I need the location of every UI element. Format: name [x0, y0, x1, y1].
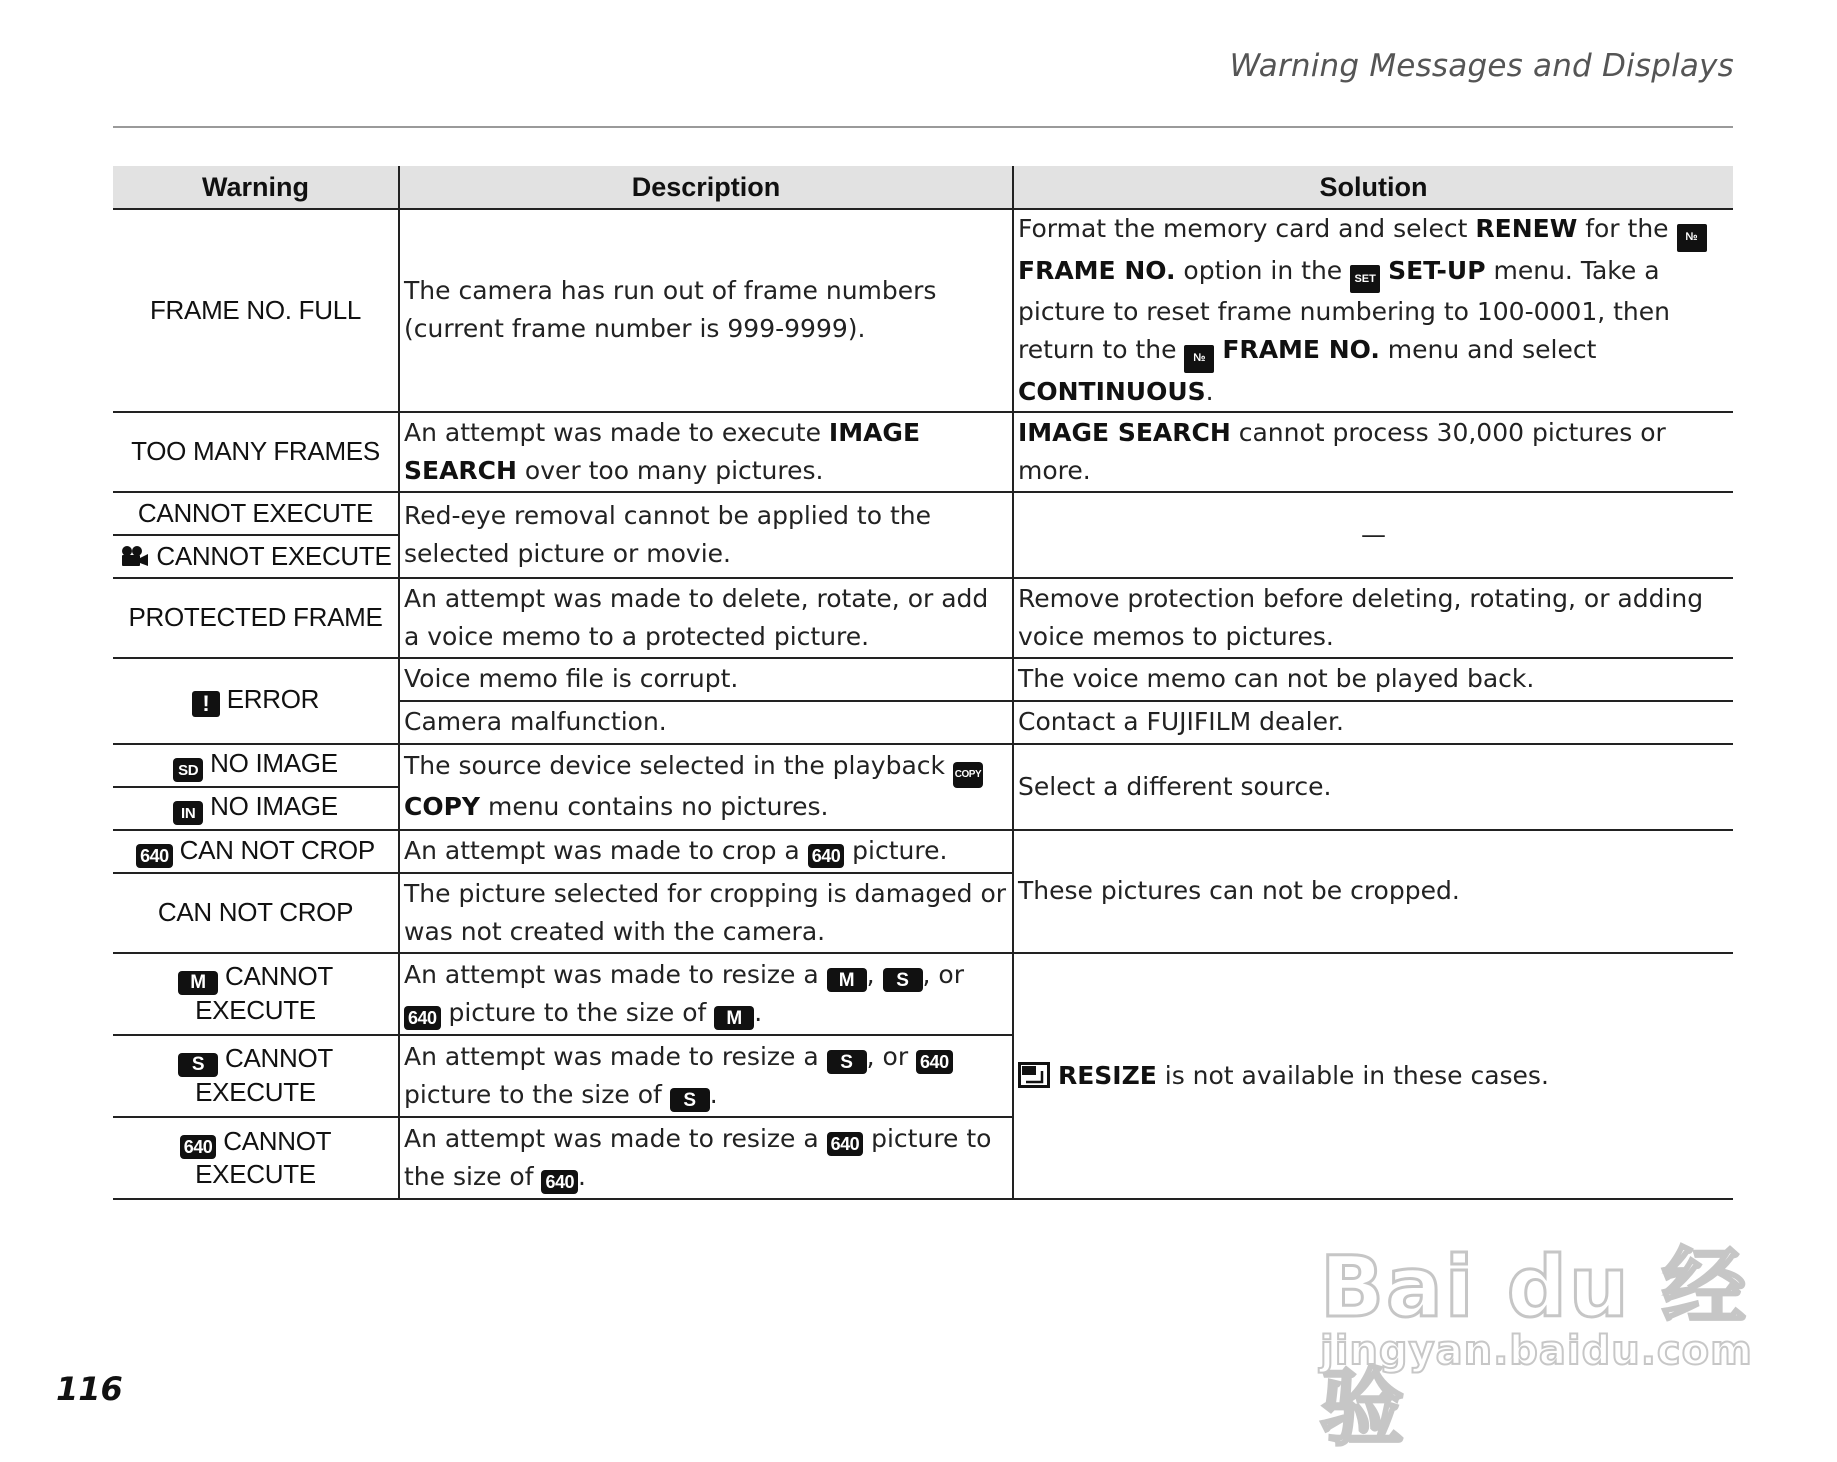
description-cell: The camera has run out of frame numbers (current frame number is 999-9999). — [399, 209, 1013, 412]
table-row — [113, 412, 1733, 492]
size-640-icon: 640 — [827, 1132, 864, 1156]
description-cell: The picture selected for cropping is damaged or was not created with the camera. — [399, 873, 1013, 953]
text-span: . — [1205, 376, 1214, 406]
warning-label: CANNOT EXECUTE — [195, 1125, 332, 1189]
bold-term: RESIZE — [1057, 1060, 1157, 1090]
solution-cell — [1013, 412, 1733, 492]
text-span: picture to the size of — [440, 997, 715, 1027]
warning-label: ERROR — [226, 684, 320, 714]
solution-cell: These pictures can not be cropped. — [1013, 830, 1733, 953]
warning-label: CANNOT EXECUTE — [195, 1043, 333, 1107]
size-640-icon: 640 — [541, 1170, 578, 1194]
solution-cell: Remove protection before deleting, rotating, or adding voice memos to pictures. — [1013, 578, 1733, 658]
text-span: menu and select — [1379, 335, 1597, 364]
warning-label: CANNOT EXECUTE — [195, 961, 333, 1025]
warning-cell: CANNOT EXECUTE — [113, 492, 399, 535]
description-cell — [399, 1117, 1013, 1199]
text-span: An attempt was made to execute — [404, 417, 829, 447]
size-m-icon: M — [714, 1006, 754, 1030]
table-header-row — [113, 166, 1733, 209]
size-640-icon: 640 — [136, 844, 173, 868]
text-span: is not available in these cases. — [1156, 1060, 1549, 1090]
warning-label: CAN NOT CROP — [179, 834, 375, 865]
warning-cell — [113, 1035, 399, 1117]
description-cell — [399, 744, 1013, 830]
bold-term: CONTINUOUS — [1018, 376, 1206, 406]
table-row — [113, 578, 1733, 658]
description-cell: Camera malfunction. — [399, 701, 1013, 744]
description-cell: Red-eye removal cannot be applied to the selected picture or movie. — [399, 492, 1013, 578]
text-span: picture to the size of — [404, 1079, 670, 1109]
text-span: An attempt was made to resize a — [404, 1123, 827, 1153]
table-row — [113, 209, 1733, 412]
table-row — [113, 658, 1733, 701]
warning-label: NO IMAGE — [210, 747, 338, 778]
solution-cell: The voice memo can not be played back. — [1013, 658, 1733, 701]
size-640-icon: 640 — [916, 1050, 953, 1074]
warning-cell — [113, 953, 399, 1035]
page-number: 116 — [56, 1370, 123, 1408]
warning-cell — [113, 535, 399, 578]
text-span: . — [709, 1079, 718, 1109]
frame-no-icon: № — [1184, 345, 1214, 373]
text-span: menu contains no pictures. — [480, 792, 829, 821]
column-header-warning: Warning — [113, 166, 399, 209]
warning-cell — [113, 1117, 399, 1199]
description-cell — [399, 412, 1013, 492]
text-span: An attempt was made to resize a — [404, 1041, 827, 1071]
description-cell — [399, 1035, 1013, 1117]
movie-camera-icon — [119, 544, 149, 568]
table-row — [113, 492, 1733, 535]
warning-cell — [113, 744, 399, 787]
warning-cell: TOO MANY FRAMES — [113, 412, 399, 492]
warning-table — [113, 166, 1733, 1200]
warning-label: CANNOT EXECUTE — [156, 540, 392, 571]
table-row — [113, 830, 1733, 873]
text-span: , or — [922, 959, 964, 989]
bold-term: FRAME NO. — [1222, 335, 1380, 364]
table-row — [113, 744, 1733, 787]
copy-icon: COPY — [953, 762, 983, 788]
watermark-main-text: Bai du 经验 — [1320, 1238, 1748, 1457]
page-header-title: Warning Messages and Displays — [1229, 48, 1734, 84]
text-span: picture to the size of — [404, 1123, 992, 1191]
watermark-url-text: jingyan.baidu.com — [1320, 1328, 1753, 1374]
frame-no-icon: № — [1677, 224, 1707, 252]
bold-term: IMAGE SEARCH — [404, 417, 921, 485]
baidu-watermark — [1310, 1180, 1753, 1457]
solution-cell: — — [1013, 492, 1733, 578]
size-640-icon: 640 — [180, 1135, 217, 1159]
size-m-icon: M — [827, 968, 867, 992]
text-span: menu. Take a picture to reset frame numbering to 100-0001, then return to the — [1018, 255, 1671, 364]
column-header-description: Description — [399, 166, 1013, 209]
warning-cell — [113, 787, 399, 830]
bold-term: IMAGE SEARCH — [1018, 417, 1231, 447]
bold-term: RENEW — [1475, 214, 1578, 243]
bold-term: FRAME NO. — [1018, 255, 1176, 285]
text-span: , or — [866, 1041, 917, 1071]
column-header-solution: Solution — [1013, 166, 1733, 209]
bold-term: COPY — [404, 792, 481, 821]
warning-cell — [113, 658, 399, 744]
description-cell: An attempt was made to delete, rotate, or add a voice memo to a protected picture. — [399, 578, 1013, 658]
text-span: An attempt was made to resize a — [404, 959, 827, 989]
size-s-icon: S — [827, 1050, 867, 1074]
size-640-icon: 640 — [404, 1006, 441, 1030]
description-cell — [399, 830, 1013, 873]
text-span: , — [866, 959, 883, 989]
header-divider — [113, 126, 1733, 128]
warning-cell: PROTECTED FRAME — [113, 578, 399, 658]
internal-memory-icon: IN — [173, 801, 203, 825]
description-cell — [399, 953, 1013, 1035]
solution-cell: Select a different source. — [1013, 744, 1733, 830]
warning-cell: FRAME NO. FULL — [113, 209, 399, 412]
exclamation-icon: ! — [192, 691, 220, 717]
description-cell: Voice memo file is corrupt. — [399, 658, 1013, 701]
size-m-icon: M — [178, 971, 218, 995]
solution-cell — [1013, 953, 1733, 1199]
size-640-icon: 640 — [808, 844, 845, 868]
size-s-icon: S — [178, 1053, 218, 1077]
text-span: . — [578, 1161, 586, 1191]
setup-icon: SET — [1350, 265, 1380, 293]
text-span: Format the memory card and select — [1018, 214, 1476, 243]
text-span: An attempt was made to crop a — [404, 836, 808, 865]
solution-cell: Contact a FUJIFILM dealer. — [1013, 701, 1733, 744]
text-span: over too many pictures. — [516, 455, 824, 485]
resize-icon — [1018, 1062, 1050, 1088]
size-s-icon: S — [670, 1088, 710, 1112]
text-span: option in the — [1175, 255, 1351, 285]
sd-card-icon: SD — [173, 758, 203, 782]
text-span: . — [754, 997, 763, 1027]
text-span: for the — [1577, 214, 1677, 243]
size-s-icon: S — [883, 968, 923, 992]
text-span: cannot process 30,000 pictures or more. — [1018, 417, 1666, 485]
warning-cell: CAN NOT CROP — [113, 873, 399, 953]
text-span: The source device selected in the playback — [404, 751, 953, 780]
solution-cell — [1013, 209, 1733, 412]
table-row — [113, 953, 1733, 1035]
bold-term: SET-UP — [1388, 255, 1486, 285]
warning-cell — [113, 830, 399, 873]
text-span: picture. — [844, 836, 948, 865]
warning-label: NO IMAGE — [210, 790, 338, 821]
